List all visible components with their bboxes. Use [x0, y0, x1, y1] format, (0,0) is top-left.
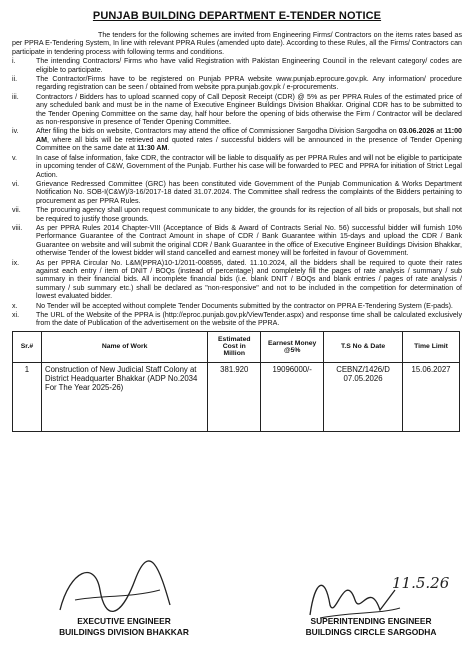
opening-date: 03.06.2026 [398, 127, 435, 136]
col-header-cost: Estimated Cost in Million [208, 331, 261, 362]
clause-text: Grievance Redressed Committee (GRC) has been constituted vide Government of the Punjab Communication & Works Department Notification No. SOB-I(C&W)/3-16/2017-18 dated 31.07.2024. The Committee shall redress the complaints of the Bidders pertaining to procurement as per PPRA Rules. [36, 179, 462, 205]
clause-text: As per PPRA Rules 2014 Chapter-VIII (Acceptance of Bids & Award of Contracts Serial No. 56) successful bidder will furnish 10% Performance Guarantee of the Contract Amount in shape of CDR / Bank Guarantee within 15-days and upload the CDR / Bank Guarantee on website and will submit the original CDR / Bank Guarantee in the office of Executive Engineer Buildings Division Bhakkar, otherwise Tender of the lowest bidder will stand cancelled and earnest money will be forfeited in favour of Government. [36, 223, 462, 258]
clause-item [12, 206, 462, 223]
signature-area [0, 574, 472, 672]
clause-item [12, 154, 462, 179]
col-header-work: Name of Work [41, 331, 207, 362]
opening-time: 11:00 AM [36, 127, 462, 144]
cell-earnest: 19096000/- [261, 362, 324, 431]
signatory-title: EXECUTIVE ENGINEER [77, 616, 171, 626]
notice-title: PUNJAB BUILDING DEPARTMENT E-TENDER NOTICE [92, 10, 382, 22]
table-header-row [13, 331, 460, 362]
col-header-limit: Time Limit [403, 331, 460, 362]
clause-item [12, 127, 462, 152]
clause-item [12, 259, 462, 301]
clause-item [12, 224, 462, 258]
clause-text-part: at [434, 127, 445, 136]
signatory-superintending-engineer [276, 616, 466, 637]
clause-text-part: After filing the bids on website, Contractors may attend the office of Commissioner Sargodha Division Sargodha on [36, 127, 399, 136]
clause-item [12, 180, 462, 205]
clause-number: iii. [12, 92, 19, 101]
announcement-time: 11:30 AM [136, 144, 168, 153]
clause-text: Contractors / Bidders has to upload scanned copy of Call Deposit Receipt (CDR) @ 5% as per PPRA Rules of the estimated price of any scheduled bank and must be in the name of Executive Engineer Buildings Division Bhakkar. Original CDR has to be submitted to the Tender Opening Committee on the same day, half hour before the opening of bids otherwise the Firm / Contractor will be declared as non-responsive in presence of Tender Opening Committee. [36, 92, 462, 127]
col-header-ts: T.S No & Date [324, 331, 403, 362]
clause-text: The intending Contractors/ Firms who have valid Registration with Pakistan Engineering Council in the relevant category/ codes are eligible to participate. [36, 57, 462, 74]
tender-notice [12, 10, 462, 432]
clause-item [12, 57, 462, 74]
cell-sr: 1 [13, 362, 42, 431]
clause-text: In case of false information, fake CDR, the contractor will be liable to disqualify as per PPRA Rules and will not be eligible to participate in upcoming tender of C&W, Government of the Punjab. Further his case will be forwarded to PEC and PPRA for initiation of Strict Legal Action. [36, 153, 462, 179]
clause-item [12, 93, 462, 127]
signature-date: 11.5.26 [392, 574, 450, 592]
signatory-office: BUILDINGS DIVISION BHAKKAR [59, 626, 189, 637]
clause-number: ii. [12, 75, 18, 84]
clause-number: vi. [12, 179, 20, 188]
clause-text: The URL of the Website of the PPRA is (http://eproc.punjab.gov.pk/ViewTender.aspx) and response time shall be calculated exclusively from the date of Publication of the advertisement on the website of the PPRA. [36, 311, 462, 328]
col-header-earnest: Earnest Money @5% [261, 331, 324, 362]
clause-text: The procuring agency shall upon request communicate to any bidder, the grounds for its rejection of all bids or proposals, but shall not be required to justify those grounds. [36, 206, 462, 223]
signatory-executive-engineer [34, 616, 214, 637]
clause-number: ix. [12, 258, 20, 267]
clause-text-part: . [167, 144, 170, 153]
table-row [13, 362, 460, 431]
clause-text-part: , where all bids will be retrieved and quoted rates / successful bidders will be announced in the presence of Tender Opening Committee on the same date at [36, 135, 462, 153]
clause-number: vii. [12, 206, 21, 215]
clause-number: i. [12, 57, 16, 66]
cell-ts: CEBNZ/1426/D 07.05.2026 [324, 362, 403, 431]
clause-item [12, 311, 462, 328]
clause-number: xi. [12, 311, 20, 319]
intro-paragraph [12, 31, 462, 56]
clause-item [12, 75, 462, 92]
terms-list [12, 57, 462, 328]
col-header-sr: Sr.# [13, 331, 42, 362]
clause-text: No Tender will be accepted without complete Tender Documents submitted by the contractor on PPRA E-Tendering System (E-pads). [36, 301, 453, 310]
clause-text: As per PPRA Circular No. L&M(PPRA)10-1/2011-008595, dated. 11.10.2024, all the bidders shall be required to quote their rates against each entry / item of DNIT / BOQs (instead of percentage) and completely fill the pages of rate analysis / summary / sub summary in their financial bids. All incomplete financial bids (i.e. blank DNIT / BOQs and blank entries / pages of rate analysis / summary / sub summary etc.) shall be declared as "non-responsive" and not to be included in the competition for determination of lowest evaluated bidder. [36, 258, 462, 301]
clause-number: v. [12, 153, 17, 162]
cell-limit: 15.06.2027 [403, 362, 460, 431]
clause-number: iv. [12, 127, 19, 136]
works-table [12, 331, 460, 432]
signatory-office: BUILDINGS CIRCLE SARGODHA [305, 626, 437, 637]
cell-cost: 381.920 [208, 362, 261, 431]
signatory-title: SUPERINTENDING ENGINEER [310, 616, 432, 626]
intro-text: The tenders for the following schemes are invited from Engineering Firms/ Contractors on the items rates based as per PPRA E-Tendering System, In line with relevant PPRA Rules (amended upto date). According to these Rules, all the Firms/ Contractors can participate in tendering process with following terms and conditions. [12, 31, 462, 56]
clause-item [12, 302, 462, 310]
clause-text: The Contractor/Firms have to be registered on Punjab PPRA website www.punjab.eprocure.gov.pk. Any information/ procedure regarding registration can be seen / obtained from website ppra.punjab.gov.pk / e-procurements. [36, 75, 462, 92]
clause-number: x. [12, 301, 18, 310]
clause-number: viii. [12, 223, 23, 232]
cell-work: Construction of New Judicial Staff Colony at District Headquarter Bhakkar (ADP No.2034 For The Year 2025-26) [41, 362, 207, 431]
clause-text [36, 127, 462, 152]
